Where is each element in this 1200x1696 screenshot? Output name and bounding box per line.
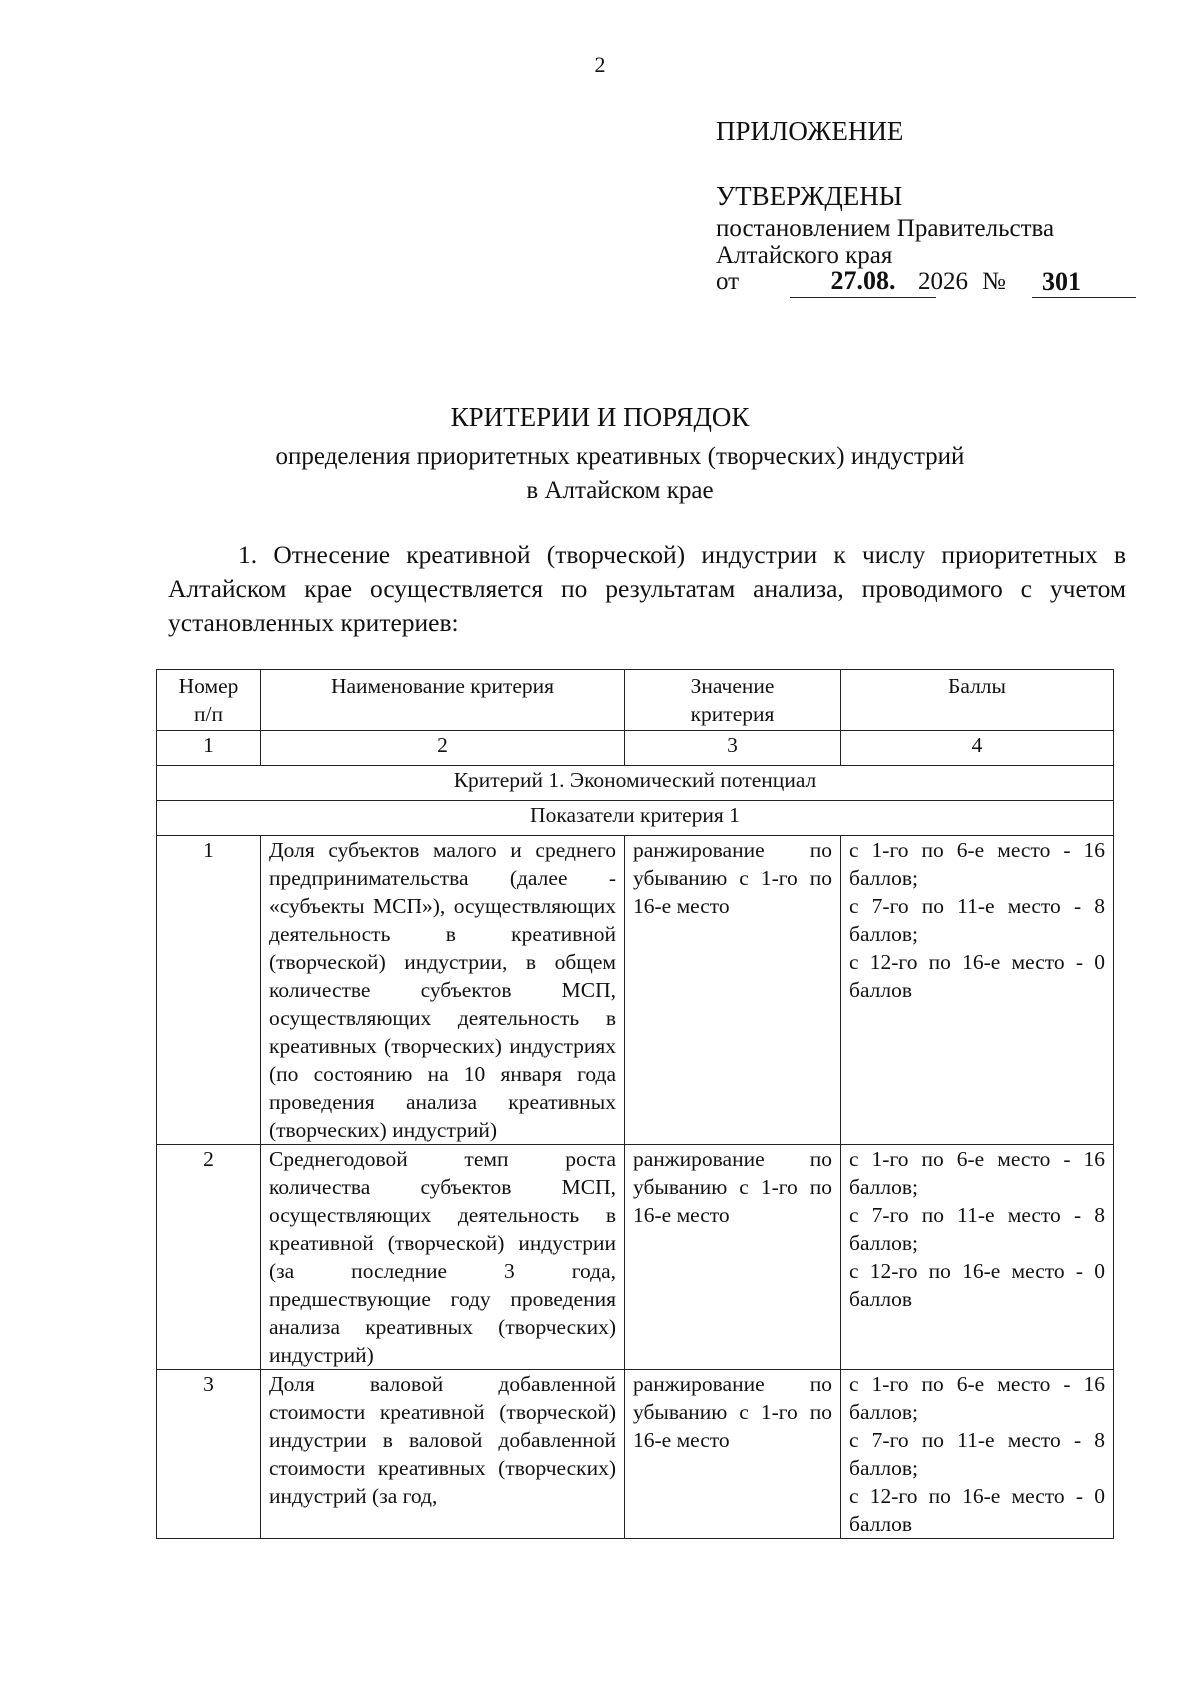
points-line: с 1-го по 6-е место - 16 баллов; — [849, 838, 1105, 890]
approval-number: 301 — [1032, 267, 1136, 298]
criterion-value: ранжирование по убыванию с 1-го по 16-е место — [625, 836, 841, 1145]
approval-line-2: Алтайского края — [716, 242, 893, 269]
approval-block — [716, 215, 1054, 269]
table-row — [157, 1145, 1114, 1370]
criterion-name: Доля субъектов малого и среднего предпринимательства (далее - «субъекты МСП»), осуществляющих деятельность в креативной (творческой) индустрии, в общем количестве субъектов МСП, осуществляющих деятельность в креативных (творческих) индустриях (по состоянию на 10 января года проведения анализа креативных (творческих) индустрий) — [261, 836, 625, 1145]
criterion-name: Доля валовой добавленной стоимости креативной (творческой) индустрии в валовой добавленной стоимости креативных (творческих) индустрий (за год, — [261, 1370, 625, 1539]
row-number: 2 — [157, 1145, 261, 1370]
points-line: с 7-го по 11-е место - 8 баллов; — [849, 894, 1105, 946]
approved-heading: УТВЕРЖДЕНЫ — [716, 181, 903, 211]
approval-date-line — [716, 266, 1126, 302]
header-name: Наименование критерия — [261, 670, 625, 731]
page-number: 2 — [594, 52, 606, 77]
approval-line-1: постановлением Правительства — [716, 215, 1055, 242]
row-number: 3 — [157, 1370, 261, 1539]
subtitle-line-2: в Алтайском крае — [526, 477, 714, 504]
criterion-heading-row — [157, 766, 1114, 801]
header-value: Значение критерия — [625, 670, 841, 731]
row-number: 1 — [157, 836, 261, 1145]
approval-year: 2026 — [918, 268, 968, 295]
header-number: Номер п/п — [157, 670, 261, 731]
points-line: с 12-го по 16-е место - 0 баллов — [849, 950, 1105, 1002]
criterion-points — [841, 1145, 1114, 1370]
column-number: 3 — [625, 731, 841, 766]
number-sign: № — [982, 268, 1006, 295]
points-line: с 12-го по 16-е место - 0 баллов — [849, 1259, 1105, 1311]
points-line: с 7-го по 11-е место - 8 баллов; — [849, 1203, 1105, 1255]
indicators-heading-row — [157, 801, 1114, 836]
column-number-row — [157, 731, 1114, 766]
column-number: 4 — [841, 731, 1114, 766]
table-row — [157, 836, 1114, 1145]
document-subtitle — [240, 440, 1000, 508]
document-title: КРИТЕРИИ И ПОРЯДОК — [450, 402, 750, 432]
header-points: Баллы — [841, 670, 1114, 731]
criterion-heading: Критерий 1. Экономический потенциал — [157, 766, 1114, 801]
points-line: с 1-го по 6-е место - 16 баллов; — [849, 1372, 1105, 1424]
criteria-table — [156, 669, 1114, 1539]
table-header-row — [157, 670, 1114, 731]
criterion-points — [841, 1370, 1114, 1539]
from-label: от — [716, 268, 740, 295]
appendix-heading: ПРИЛОЖЕНИЕ — [716, 116, 904, 146]
subtitle-line-1: определения приоритетных креативных (творческих) индустрий — [275, 443, 965, 470]
table-row — [157, 1370, 1114, 1539]
points-line: с 7-го по 11-е место - 8 баллов; — [849, 1428, 1105, 1480]
criterion-value: ранжирование по убыванию с 1-го по 16-е место — [625, 1370, 841, 1539]
intro-paragraph — [168, 538, 1126, 640]
approval-date: 27.08. — [790, 266, 936, 298]
points-line: с 1-го по 6-е место - 16 баллов; — [849, 1147, 1105, 1199]
column-number: 2 — [261, 731, 625, 766]
intro-paragraph-text: 1. Отнесение креативной (творческой) индустрии к числу приоритетных в Алтайском крае осуществляется по результатам анализа, проводимого с учетом установленных критериев: — [168, 540, 1126, 637]
column-number: 1 — [157, 731, 261, 766]
indicators-heading: Показатели критерия 1 — [157, 801, 1114, 836]
criterion-name: Среднегодовой темп роста количества субъектов МСП, осуществляющих деятельность в креативной (творческой) индустрии (за последние 3 года, предшествующие году проведения анализа креативных (творческих) индустрий) — [261, 1145, 625, 1370]
criterion-value: ранжирование по убыванию с 1-го по 16-е место — [625, 1145, 841, 1370]
criterion-points — [841, 836, 1114, 1145]
points-line: с 12-го по 16-е место - 0 баллов — [849, 1484, 1105, 1536]
